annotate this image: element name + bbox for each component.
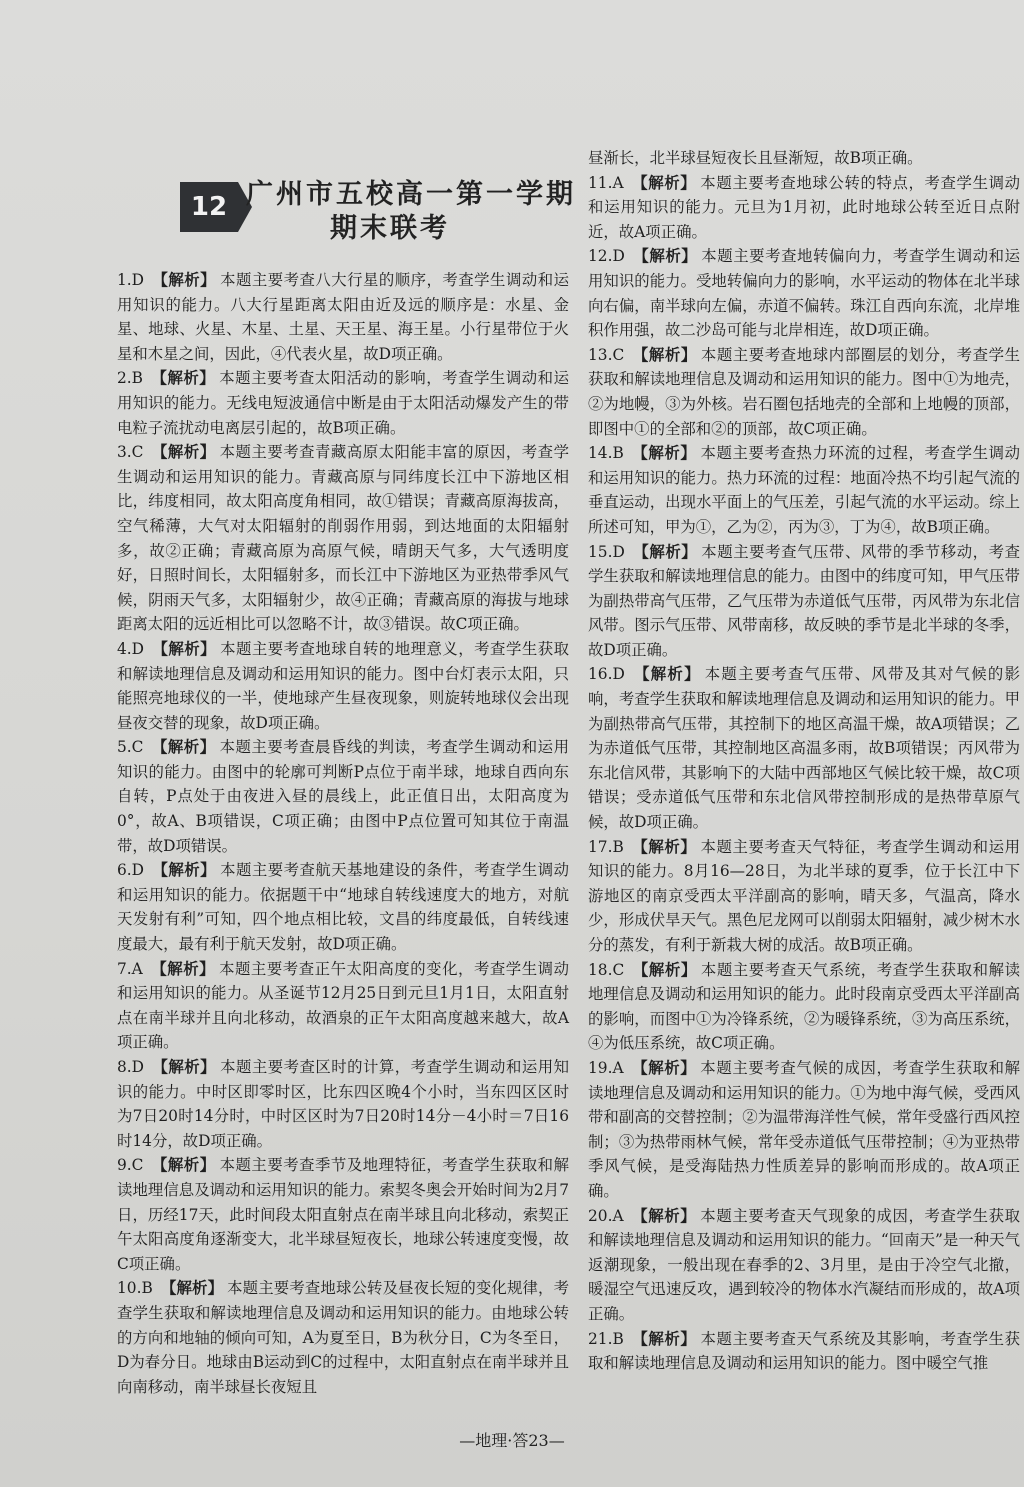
answer-number: 15.D [588, 542, 625, 561]
answer-entry [588, 958, 1020, 1056]
answer-entry [588, 441, 1020, 539]
answer-entry [117, 858, 569, 956]
answer-text: 本题主要考查地球内部圈层的划分，考查学生获取和解读地理信息及调动和运用知识的能力。图中①为地壳，②为地幔，③为外核。岩石圈包括地壳的全部和上地幔的顶部，即图中①的全部和②的顶部，故C项正确。 [588, 345, 1020, 438]
analysis-tag: 【解析】 [631, 173, 697, 192]
answer-entry [117, 1153, 569, 1276]
answer-text: 本题主要考查天气现象的成因，考查学生获取和解读地理信息及调动和运用知识的能力。“回南天”是一种天气返潮现象，一般出现在春季的2、3月里，是由于冷空气北撤，暖湿空气迅速反攻，遇到较冷的物体水汽凝结而形成的，故A项正确。 [588, 1206, 1020, 1323]
answer-text: 本题主要考查气压带、风带及其对气候的影响，考查学生获取和解读地理信息及调动和运用知识的能力。甲为副热带高气压带，其控制下的地区高温干燥，故A项错误；乙为赤道低气压带，其控制地区高温多雨，故B项错误；丙风带为东北信风带，其影响下的大陆中西部地区气候比较干燥，故C项错误；受赤道低气压带和东北信风带控制形成的是热带草原气候，故D项正确。 [588, 665, 1020, 832]
answer-number: 1.D [117, 271, 145, 289]
analysis-tag: 【解析】 [152, 639, 217, 658]
answer-entry [588, 343, 1020, 441]
answer-number: 14.B [588, 444, 624, 463]
continued-text: 昼渐长，北半球昼短夜长且昼渐短，故B项正确。 [588, 149, 923, 167]
answer-number: 18.C [588, 960, 625, 979]
page-footer: —地理·答23— [459, 1431, 565, 1450]
answer-text: 本题主要考查热力环流的过程，考查学生调动和运用知识的能力。热力环流的过程：地面冷热不均引起气流的垂直运动，出现水平面上的气压差，引起气流的水平运动。综上所述可知，甲为①，乙为②，丙为③，丁为④，故B项正确。 [588, 444, 1020, 536]
section-header [180, 172, 576, 244]
analysis-tag: 【解析】 [151, 369, 216, 388]
answer-number: 13.C [588, 345, 625, 364]
section-title-line1: 广州市五校高一第一学期 [246, 179, 576, 210]
answer-number: 20.A [588, 1206, 624, 1225]
answer-text: 本题主要考查航天基地建设的条件，考查学生调动和运用知识的能力。依据题干中“地球自转线速度大的地方，对航天发射有利”可知，四个地点相比较，文昌的纬度最低，自转线速度最大，最有利于航天发射，故D项正确。 [117, 861, 569, 954]
answer-text: 本题主要考查气候的成因，考查学生获取和解读地理信息及调动和运用知识的能力。①为地中海气候，受西风带和副高的交替控制；②为温带海洋性气候，常年受盛行西风控制；③为热带雨林气候，常年受赤道低气压带控制；④为亚热带季风气候，是受海陆热力性质差异的影响而形成的。故A项正确。 [588, 1058, 1020, 1200]
answer-text: 本题主要考查天气系统，考查学生获取和解读地理信息及调动和运用知识的能力。此时段南京受西太平洋副高的影响，而图中①为冷锋系统，②为暖锋系统，③为高压系统，④为低压系统，故C项正确。 [588, 960, 1020, 1053]
answer-number: 19.A [588, 1058, 624, 1077]
answer-number: 11.A [588, 173, 624, 192]
answer-text: 本题主要考查太阳活动的影响，考查学生调动和运用知识的能力。无线电短波通信中断是由于太阳活动爆发产生的带电粒子流扰动电离层引起的，故B项正确。 [117, 369, 569, 437]
answer-number: 16.D [588, 665, 625, 684]
answer-entry [117, 735, 569, 858]
answer-entry [588, 1056, 1020, 1204]
answer-text: 本题主要考查青藏高原太阳能丰富的原因，考查学生调动和运用知识的能力。青藏高原与同纬度长江中下游地区相比，纬度相同，故太阳高度角相同，故①错误；青藏高原海拔高，空气稀薄，大气对太阳辐射的削弱作用弱，到达地面的太阳辐射多，故②正确；青藏高原为高原气候，晴朗天气多，大气透明度好，日照时间长，太阳辐射多，而长江中下游地区为亚热带季风气候，阴雨天气多，太阳辐射少，故④正确；青藏高原的海拔与地球距离太阳的远近相比可以忽略不计，故③错误。故C项正确。 [117, 443, 569, 634]
answer-number: 8.D [117, 1058, 145, 1076]
answer-number: 12.D [588, 247, 625, 266]
answer-number: 3.C [117, 443, 144, 462]
answer-text: 本题主要考查正午太阳高度的变化，考查学生调动和运用知识的能力。从圣诞节12月25日到元旦1月1日，太阳直射点在南半球并且向北移动，故酒泉的正午太阳高度越来越大，故A项正确。 [117, 959, 569, 1052]
answer-number: 2.B [117, 369, 143, 388]
answer-number: 4.D [117, 639, 145, 658]
analysis-tag: 【解析】 [632, 247, 698, 266]
answer-entry [588, 171, 1020, 245]
section-title-line2: 期末联考 [330, 213, 450, 244]
answer-text: 本题主要考查季节及地理特征，考查学生获取和解读地理信息及调动和运用知识的能力。索契冬奥会开始时间为2月7日，历经17天，此时间段太阳直射点在南半球且向北移动，索契正午太阳高度角逐渐变大，北半球昼短夜长，地球公转速度变慢，故C项正确。 [117, 1156, 569, 1273]
answer-text: 本题主要考查地转偏向力，考查学生调动和运用知识的能力。受地转偏向力的影响，水平运动的物体在北半球向右偏，南半球向左偏，赤道不偏转。珠江自西向东流，北岸堆积作用强，故二沙岛可能与北岸相连，故D项正确。 [588, 247, 1020, 340]
answer-entry [588, 1204, 1020, 1327]
answer-text: 本题主要考查八大行星的顺序，考查学生调动和运用知识的能力。八大行星距离太阳由近及远的顺序是：水星、金星、地球、火星、木星、土星、天王星、海王星。小行星带位于火星和木星之间，因此，④代表火星，故D项正确。 [117, 271, 569, 363]
answer-entry [588, 1327, 1020, 1376]
answer-entry [117, 1055, 569, 1153]
analysis-tag: 【解析】 [152, 861, 217, 880]
answer-entry [588, 662, 1020, 834]
answer-entry [588, 244, 1020, 342]
analysis-tag: 【解析】 [631, 444, 697, 463]
answer-text: 本题主要考查地球公转的特点，考查学生调动和运用知识的能力。元旦为1月初，此时地球公转至近日点附近，故A项正确。 [588, 173, 1020, 241]
answer-text: 本题主要考查区时的计算，考查学生调动和运用知识的能力。中时区即零时区，比东四区晚4个小时，当东四区区时为7日20时14分时，中时区区时为7日20时14分－4小时＝7日16时14分，故D项正确。 [117, 1058, 569, 1150]
answer-entry [117, 440, 569, 637]
analysis-tag: 【解析】 [150, 959, 216, 978]
analysis-tag: 【解析】 [631, 1206, 697, 1225]
right-column [588, 146, 1020, 1376]
answer-text: 本题主要考查晨昏线的判读，考查学生调动和运用知识的能力。由图中的轮廓可判断P点位于南半球，地球自西向东自转，P点处于由夜进入昼的晨线上，此正值日出，太阳高度为0°，故A、B项错误，C项正确；由图中P点位置可知其位于南温带，故D项错误。 [117, 738, 569, 855]
answer-number: 5.C [117, 738, 144, 757]
analysis-tag: 【解析】 [632, 345, 697, 364]
analysis-tag: 【解析】 [152, 1058, 217, 1076]
answer-number: 9.C [117, 1156, 144, 1175]
answer-number: 6.D [117, 861, 145, 880]
answer-number: 10.B [117, 1279, 153, 1298]
answer-entry [117, 1276, 569, 1399]
left-column [117, 268, 569, 1399]
analysis-tag: 【解析】 [151, 443, 216, 462]
answer-text: 本题主要考查地球自转的地理意义，考查学生获取和解读地理信息及调动和运用知识的能力。图中台灯表示太阳，只能照亮地球仪的一半，使地球产生昼夜现象，则旋转地球仪会出现昼夜交替的现象，故D项正确。 [117, 639, 569, 732]
analysis-tag: 【解析】 [151, 1156, 216, 1175]
answer-number: 7.A [117, 959, 143, 978]
analysis-tag: 【解析】 [160, 1279, 224, 1298]
answer-entry [117, 366, 569, 440]
answer-text: 本题主要考查地球公转及昼夜长短的变化规律，考查学生获取和解读地理信息及调动和运用知识的能力。由地球公转的方向和地轴的倾向可知，A为夏至日，B为秋分日，C为冬至日，D为春分日。地球由B运动到C的过程中，太阳直射点在南半球并且向南移动，南半球昼长夜短且 [117, 1279, 569, 1396]
answer-number: 21.B [588, 1329, 624, 1348]
answer-entry [117, 268, 569, 366]
analysis-tag: 【解析】 [632, 542, 698, 561]
analysis-tag: 【解析】 [632, 665, 701, 684]
analysis-tag: 【解析】 [631, 1329, 697, 1348]
section-number-badge: 12 [180, 182, 238, 232]
analysis-tag: 【解析】 [151, 738, 216, 757]
answer-entry [588, 835, 1020, 958]
analysis-tag: 【解析】 [631, 1058, 697, 1077]
answer-entry [588, 540, 1020, 663]
analysis-tag: 【解析】 [631, 837, 697, 856]
answer-text: 本题主要考查气压带、风带的季节移动，考查学生获取和解读地理信息的能力。由图中的纬度可知，甲气压带为副热带高气压带，乙气压带为赤道低气压带，丙风带为东北信风带。图示气压带、风带南移，故反映的季节是北半球的冬季，故D项正确。 [588, 542, 1020, 659]
answer-text: 本题主要考查天气特征，考查学生调动和运用知识的能力。8月16—28日，为北半球的夏季，位于长江中下游地区的南京受西太平洋副高的影响，晴天多，气温高，降水少，形成伏旱天气。黑色尼龙网可以削弱太阳辐射，减少树木水分的蒸发，有利于新栽大树的成活。故B项正确。 [588, 837, 1020, 954]
answer-text: 本题主要考查天气系统及其影响，考查学生获取和解读地理信息及调动和运用知识的能力。图中暖空气推 [588, 1329, 1020, 1373]
answer-entry [117, 957, 569, 1055]
answer-entry [117, 637, 569, 735]
analysis-tag: 【解析】 [632, 960, 697, 979]
analysis-tag: 【解析】 [152, 271, 217, 289]
answer-number: 17.B [588, 837, 624, 856]
